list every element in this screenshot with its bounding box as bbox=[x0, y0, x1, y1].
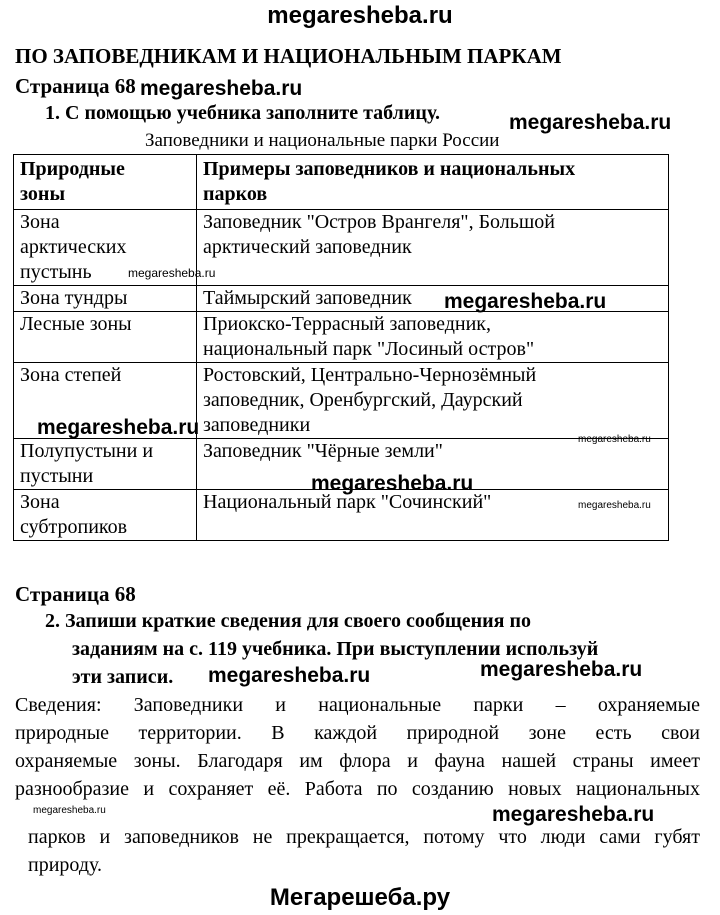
watermark: megaresheba.ru bbox=[208, 664, 371, 687]
watermark: megaresheba.ru bbox=[578, 500, 651, 511]
examples-cell: Национальный парк "Сочинский" bbox=[197, 490, 669, 541]
zone-cell: Зона степей bbox=[14, 363, 197, 439]
table-row bbox=[14, 312, 669, 363]
examples-cell: Ростовский, Центрально-Чернозёмный заповедник, Оренбургский, Даурский заповедники bbox=[197, 363, 669, 439]
watermark: megaresheba.ru bbox=[37, 416, 200, 439]
header-zones: Природные зоны bbox=[14, 155, 197, 210]
watermark: megaresheba.ru bbox=[128, 266, 216, 280]
table-row bbox=[14, 490, 669, 541]
watermark: megaresheba.ru bbox=[509, 111, 672, 134]
examples-cell: Заповедник "Чёрные земли" bbox=[197, 439, 669, 490]
examples-cell: Приокско-Террасный заповедник, национальный парк "Лосиный остров" bbox=[197, 312, 669, 363]
watermark: megaresheba.ru bbox=[140, 77, 303, 100]
watermark: megaresheba.ru bbox=[33, 805, 106, 816]
examples-cell: Таймырский заповедник bbox=[197, 286, 669, 312]
paragraph-line: парков и заповедников не прекращается, потому что люди сами губят bbox=[28, 826, 700, 848]
table-row bbox=[14, 210, 669, 286]
zone-cell: Полупустыни и пустыни bbox=[14, 439, 197, 490]
watermark: megaresheba.ru bbox=[444, 290, 607, 313]
paragraph-line: природные территории. В каждой природной зоне есть свои bbox=[15, 722, 700, 744]
page-ref-2: Страница 68 bbox=[15, 582, 136, 606]
zone-cell: Зона тундры bbox=[14, 286, 197, 312]
watermark: megaresheba.ru bbox=[311, 472, 474, 495]
page-ref-1: Страница 68 bbox=[15, 74, 136, 98]
table-caption: Заповедники и национальные парки России bbox=[145, 130, 500, 151]
zone-cell: Зона субтропиков bbox=[14, 490, 197, 541]
watermark: megaresheba.ru bbox=[480, 658, 643, 681]
table-header-row bbox=[14, 155, 669, 210]
task-2-line: эти записи. bbox=[72, 666, 174, 688]
footer-brand[interactable]: Мегарешеба.ру bbox=[269, 884, 451, 911]
paragraph-line: природу. bbox=[28, 854, 103, 876]
section-title: ПО ЗАПОВЕДНИКАМ И НАЦИОНАЛЬНЫМ ПАРКАМ bbox=[15, 44, 562, 68]
site-header[interactable]: megaresheba.ru bbox=[267, 2, 453, 29]
zone-cell: Зона арктических пустынь bbox=[14, 210, 197, 286]
task-1-heading: 1. С помощью учебника заполните таблицу. bbox=[45, 102, 440, 124]
watermark: megaresheba.ru bbox=[578, 434, 651, 445]
header-examples: Примеры заповедников и национальных парков bbox=[197, 155, 669, 210]
paragraph-line: разнообразие и сохраняет её. Работа по созданию новых национальных bbox=[15, 778, 700, 800]
task-2-line: заданиям на с. 119 учебника. При выступлении используй bbox=[72, 638, 599, 660]
paragraph-line: охраняемые зоны. Благодаря им флора и фауна нашей страны имеет bbox=[15, 750, 700, 772]
paragraph-line: Сведения: Заповедники и национальные парки – охраняемые bbox=[15, 694, 700, 716]
examples-cell: Заповедник "Остров Врангеля", Большой арктический заповедник bbox=[197, 210, 669, 286]
task-2-line: 2. Запиши краткие сведения для своего сообщения по bbox=[45, 610, 531, 632]
watermark: megaresheba.ru bbox=[492, 803, 655, 826]
zone-cell: Лесные зоны bbox=[14, 312, 197, 363]
